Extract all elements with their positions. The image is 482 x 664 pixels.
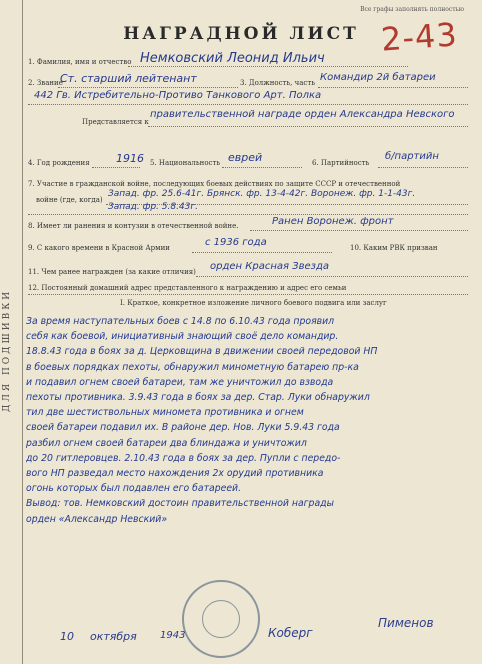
field-6-line [378, 167, 468, 168]
story-line: и подавил огнем своей батареи, там же уничтожил до взвода [26, 376, 334, 388]
field-9-line [192, 252, 332, 253]
date-year: 1943 [160, 630, 186, 641]
field-7-label-1: 7. Участие в гражданской войне, последующих боевых действиях по защите СССР и отечественной [28, 180, 401, 188]
field-3-value: Командир 2й батареи [320, 72, 436, 83]
field-7-value-1: Запад. фр. 25.6-41г. Брянск. фр. 13-4-42г. Воронеж. фр. 1-1-43г. [108, 189, 416, 199]
date-day: 10 [60, 630, 74, 643]
story-line: вого НП разведал место нахождения 2х орудий противника [26, 468, 324, 480]
field-5-label: 5. Национальность [150, 159, 221, 167]
page-title: НАГРАДНОЙ ЛИСТ [123, 24, 359, 44]
field-7-line-2 [28, 214, 468, 215]
field-12-label: 12. Постоянный домашний адрес представленного к награждению и адрес его семьи [28, 284, 347, 292]
field-12-line [28, 294, 468, 295]
field-5-value: еврей [228, 151, 263, 164]
field-7-value-2: Запад. фр. 5.8.43г. [108, 202, 198, 212]
margin-line [22, 0, 23, 664]
field-3-line [318, 87, 468, 88]
story-line: огонь которых был подавлен его батареей. [26, 483, 242, 495]
field-11-line [196, 276, 468, 277]
story-line: За время наступательных боев с 14.8 по 6.10.43 года проявил [26, 316, 335, 327]
field-3-line-2 [28, 104, 468, 105]
field-1-value: Немковский Леонид Ильич [140, 51, 325, 66]
field-10-label: 10. Каким РВК призван [350, 244, 438, 252]
representation-line [148, 126, 468, 127]
corner-note: Все графы заполнять полностью [360, 6, 464, 13]
field-8-line [250, 230, 468, 231]
story-line: 18.8.43 года в боях за д. Церковщина в движении своей передовой НП [26, 346, 378, 358]
field-2-label: 2. Звание [28, 79, 63, 87]
field-6-value: б/партийн [385, 151, 439, 162]
field-4-line [92, 167, 140, 168]
side-label: ДЛЯ ПОДШИВКИ [2, 288, 12, 412]
field-4-label: 4. Год рождения [28, 159, 90, 167]
field-2-value: Ст. старший лейтенант [60, 72, 197, 85]
story-line: разбил огнем своей батареи два блиндажа и уничтожил [26, 437, 307, 449]
section-title: I. Краткое, конкретное изложение личного боевого подвига или заслуг [120, 299, 387, 307]
corner-number: 2-43 [380, 15, 460, 59]
story-line: Вывод: тов. Немковский достоин правительственной награды [26, 498, 334, 510]
field-9-value: с 1936 года [205, 237, 267, 248]
field-6-label: 6. Партийность [312, 159, 370, 167]
field-5-line [222, 167, 302, 168]
story-line: своей батареи подавил их. В районе дер. Нов. Луки 5.9.43 года [26, 422, 340, 434]
field-11-label: 11. Чем ранее награжден (за какие отличия) [28, 268, 196, 276]
stamp-emblem [202, 600, 240, 638]
story-line: тил две шестиствольных миномета противника и огнем [26, 407, 304, 419]
representation-label: Представляется к [82, 118, 149, 126]
story-line: пехоты противника. 3.9.43 года в боях за дер. Стар. Луки обнаружил [26, 392, 370, 404]
field-3-value-2: 442 Гв. Истребительно-Противо Танкового Арт. Полка [34, 90, 322, 101]
field-8-value: Ранен Воронеж. фронт [272, 216, 394, 227]
feat-description [26, 314, 466, 527]
story-line: в боевых порядках пехоты, обнаружил минометную батарею пр-ка [26, 361, 359, 373]
field-8-label: 8. Имеет ли ранения и контузии в отечественной войне. [28, 222, 239, 230]
official-stamp [182, 580, 260, 658]
field-9-label: 9. С какого времени в Красной Армии [28, 244, 170, 252]
story-line: до 20 гитлеровцев. 2.10.43 года в боях за дер. Пупли с передо- [26, 452, 341, 464]
field-4-value: 1916 [116, 152, 144, 165]
signature-commander: Коберг [268, 626, 313, 640]
field-3-label: 3. Должность, часть [240, 79, 316, 87]
field-11-value: орден Красная Звезда [210, 261, 329, 272]
story-line: себя как боевой, инициативный знающий своё дело командир. [26, 331, 339, 343]
story-line: орден «Александр Невский» [26, 513, 168, 525]
field-1-line [128, 66, 408, 67]
date-month: октября [90, 630, 137, 643]
representation-value: правительственной награде орден Александра Невского [150, 109, 455, 120]
field-2-line [58, 87, 238, 88]
field-1-label: 1. Фамилия, имя и отчество [28, 58, 132, 66]
field-7-label-2: войне (где, когда) [36, 196, 103, 204]
signature-pimenov: Пименов [378, 616, 434, 630]
